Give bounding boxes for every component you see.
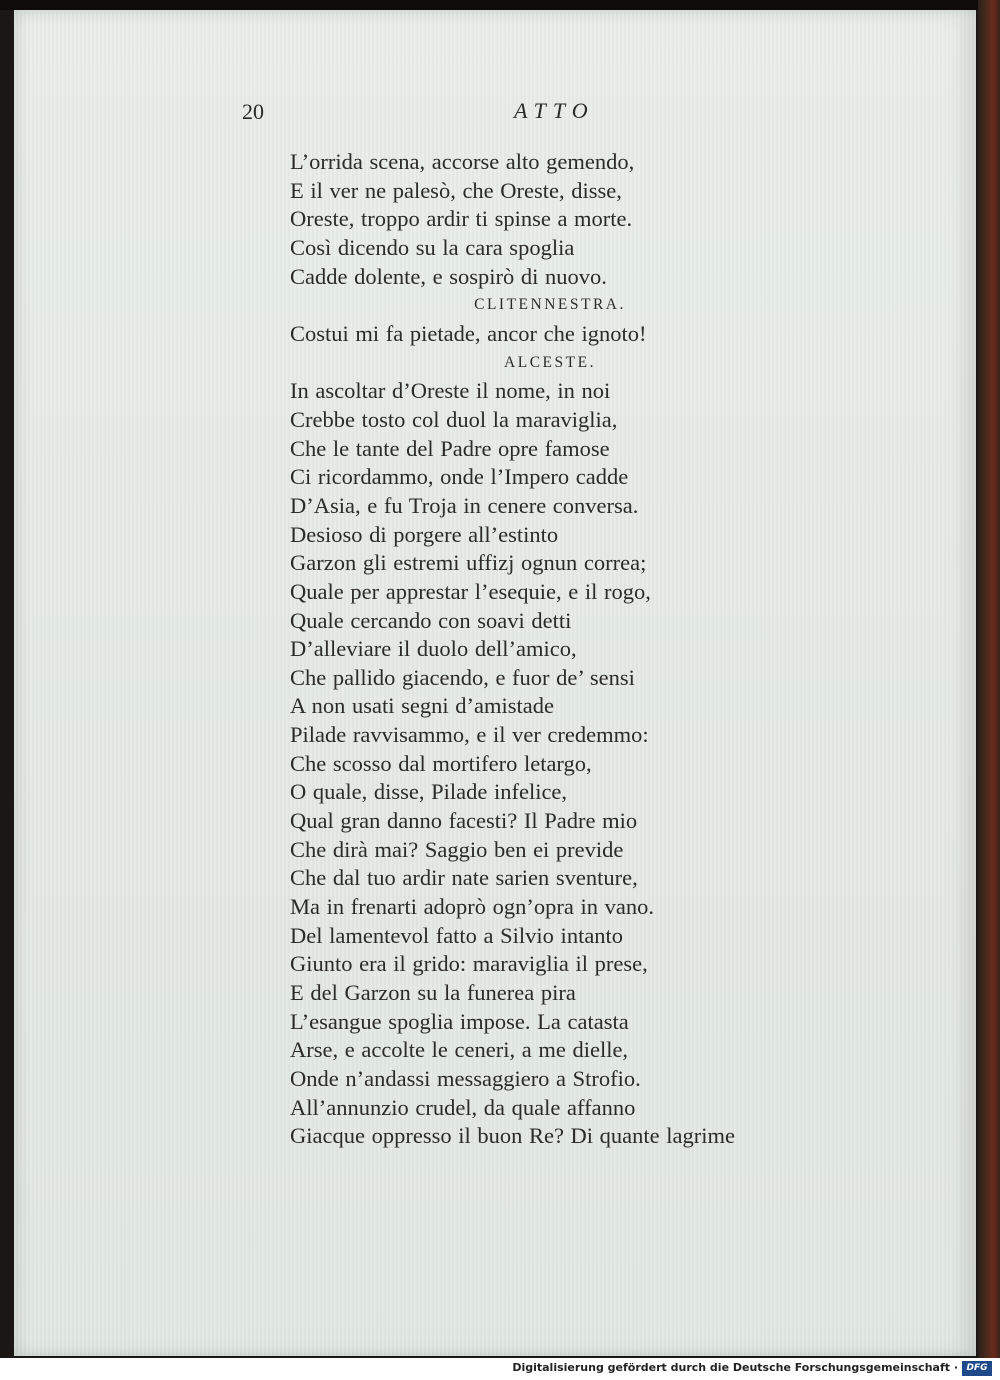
speaker-heading: CLITENNESTRA. [474,296,626,314]
footer-bar [0,1358,1000,1380]
book-page [14,10,976,1356]
verse-line: E il ver ne palesò, che Oreste, disse, [290,177,622,203]
verse-line: Ma in frenarti adoprò ogn’opra in vano. [290,894,655,920]
verse-text [290,148,850,1151]
verse-line: Oreste, troppo ardir ti spinse a morte. [290,206,633,232]
verse-line: Quale cercando con soavi detti [290,607,572,633]
verse-line: Pilade ravvisammo, e il ver credemmo: [290,722,649,748]
verse-line: Giunto era il grido: maraviglia il prese, [290,951,648,977]
verse-line: Cadde dolente, e sospirò di nuovo. [290,263,607,289]
verse-line: In ascoltar d’Oreste il nome, in noi [290,378,611,404]
verse-line: Quale per apprestar l’esequie, e il rogo, [290,578,651,604]
verse-line: O quale, disse, Pilade infelice, [290,779,568,805]
dfg-logo-icon: DFG [962,1361,992,1376]
verse-line: L’esangue spoglia impose. La catasta [290,1008,629,1034]
book-edge [978,0,1000,1358]
verse-line: Costui mi fa pietade, ancor che ignoto! [290,320,647,346]
verse-line: Così dicendo su la cara spoglia [290,234,575,260]
verse-line: Arse, e accolte le ceneri, a me dielle, [290,1037,629,1063]
scan-top-border [0,0,1000,10]
verse-line: Che dirà mai? Saggio ben ei previde [290,836,624,862]
speaker-heading: ALCESTE. [504,353,596,371]
verse-line: Che scosso dal mortifero letargo, [290,750,592,776]
verse-line: Garzon gli estremi uffizj ognun correa; [290,550,647,576]
verse-line: Crebbe tosto col duol la maraviglia, [290,406,618,432]
verse-line: Che dal tuo ardir nate sarien sventure, [290,865,638,891]
verse-line: Desioso di porgere all’estinto [290,521,559,547]
verse-line: Onde n’andassi messaggiero a Strofio. [290,1066,641,1091]
verse-line: Che le tante del Padre opre famose [290,435,610,461]
verse-line: E del Garzon su la funerea pira [290,980,576,1006]
verse-line: Ci ricordammo, onde l’Impero cadde [290,464,629,490]
verse-line: Giacque oppresso il buon Re? Di quante lagrime [290,1123,736,1149]
page-number: 20 [242,99,264,124]
verse-line: Che pallido giacendo, e fuor de’ sensi [290,664,635,690]
running-head: ATTO [514,98,595,123]
verse-line: A non usati segni d’amistade [290,693,554,719]
verse-line: D’alleviare il duolo dell’amico, [290,636,577,662]
verse-line: L’orrida scena, accorse alto gemendo, [290,149,635,174]
verse-line: Qual gran danno facesti? Il Padre mio [290,808,638,834]
verse-line: D’Asia, e fu Troja in cenere conversa. [290,492,639,518]
verse-line: Del lamentevol fatto a Silvio intanto [290,922,624,948]
funding-credit: Digitalisierung gefördert durch die Deutsche Forschungsgemeinschaft · [512,1361,958,1374]
verse-line: All’annunzio crudel, da quale affanno [290,1094,636,1120]
